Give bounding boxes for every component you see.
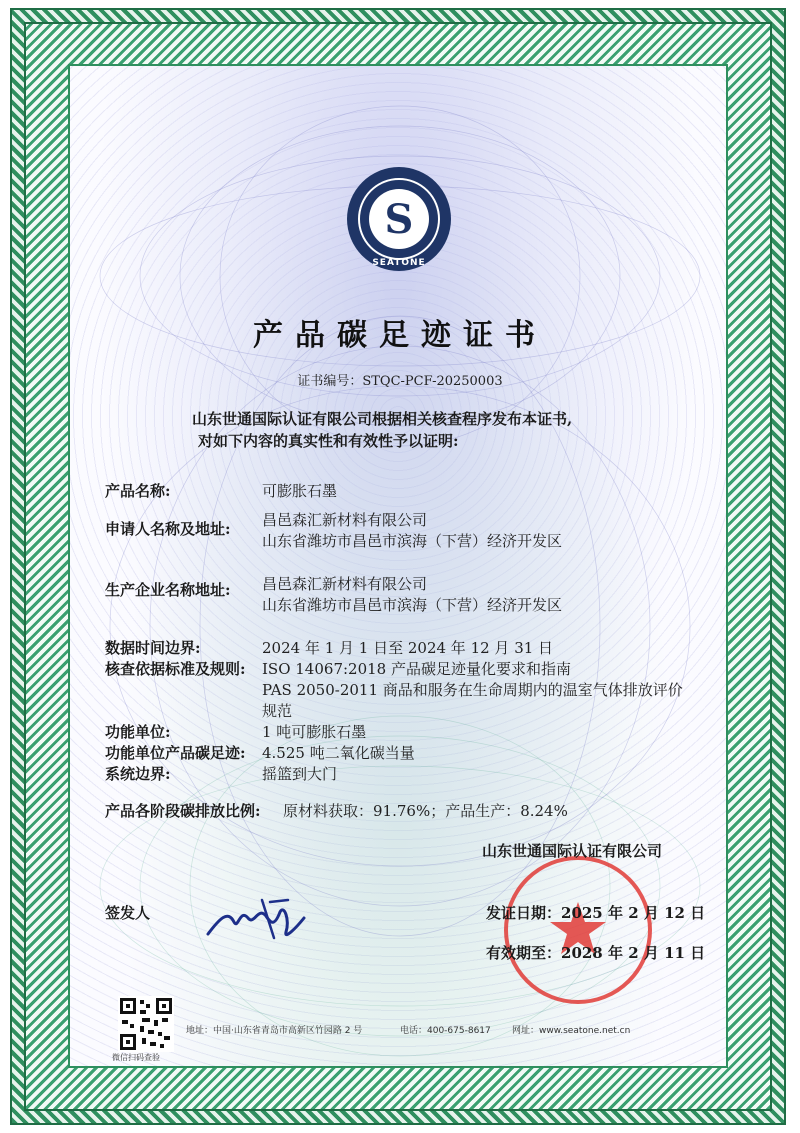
emission-ratio-label: 产品各阶段碳排放比例: xyxy=(105,802,261,820)
product-name-value: 可膨胀石墨 xyxy=(262,482,338,500)
qr-code[interactable] xyxy=(118,996,174,1052)
certificate-title: 产品碳足迹证书 xyxy=(253,318,547,353)
standards-label: 核查依据标准及规则: xyxy=(105,660,246,678)
standard-pas: PAS 2050-2011 商品和服务在生命周期内的温室气体排放评价 xyxy=(262,681,683,699)
valid-until-date: 有效期至：2028 年 2 月 11 日 xyxy=(486,944,706,962)
logo-letter: S xyxy=(384,196,414,243)
logo-wordmark: SEATONE xyxy=(372,258,426,268)
intro-line-1: 山东世通国际认证有限公司根据相关核查程序发布本证书, xyxy=(192,410,573,428)
functional-unit-label: 功能单位: xyxy=(105,723,171,741)
standard-pas-cont: 规范 xyxy=(262,702,293,720)
seatone-logo xyxy=(345,165,453,273)
intro-statement xyxy=(192,408,632,452)
system-boundary-label: 系统边界: xyxy=(105,765,171,783)
system-boundary-value: 摇篮到大门 xyxy=(262,765,338,783)
manufacturer-address: 山东省潍坊市昌邑市滨海（下营）经济开发区 xyxy=(262,596,563,614)
carbon-footprint-label: 功能单位产品碳足迹: xyxy=(105,744,246,762)
time-boundary-value: 2024 年 1 月 1 日至 2024 年 12 月 31 日 xyxy=(262,639,554,657)
carbon-footprint-value: 4.525 吨二氧化碳当量 xyxy=(262,744,415,762)
time-boundary-label: 数据时间边界: xyxy=(105,639,201,657)
applicant-label: 申请人名称及地址: xyxy=(105,520,231,538)
applicant-name: 昌邑森汇新材料有限公司 xyxy=(262,511,428,529)
manufacturer-label: 生产企业名称地址: xyxy=(105,581,231,599)
functional-unit-value: 1 吨可膨胀石墨 xyxy=(262,723,367,741)
footer-address: 地址：中国·山东省青岛市高新区竹园路 2 号 xyxy=(186,1026,363,1036)
manufacturer-name: 昌邑森汇新材料有限公司 xyxy=(262,575,428,593)
issue-date: 发证日期：2025 年 2 月 12 日 xyxy=(486,904,706,922)
official-seal xyxy=(498,850,658,1010)
applicant-address: 山东省潍坊市昌邑市滨海（下营）经济开发区 xyxy=(262,532,563,550)
footer-website: 网址：www.seatone.net.cn xyxy=(512,1026,631,1036)
intro-line-2: 对如下内容的真实性和有效性予以证明: xyxy=(198,432,459,450)
standard-iso: ISO 14067:2018 产品碳足迹量化要求和指南 xyxy=(262,660,571,678)
signature xyxy=(200,888,310,948)
qr-caption: 微信扫码查验 xyxy=(112,1053,160,1062)
certificate-number: 证书编号：STQC-PCF-20250003 xyxy=(297,374,503,389)
emission-ratio-value: 原材料获取：91.76%；产品生产：8.24% xyxy=(283,802,568,820)
footer-phone: 电话：400-675-8617 xyxy=(400,1026,491,1036)
signer-label: 签发人 xyxy=(105,904,151,922)
product-name-label: 产品名称: xyxy=(105,482,171,500)
issuer-organization: 山东世通国际认证有限公司 xyxy=(482,842,663,860)
